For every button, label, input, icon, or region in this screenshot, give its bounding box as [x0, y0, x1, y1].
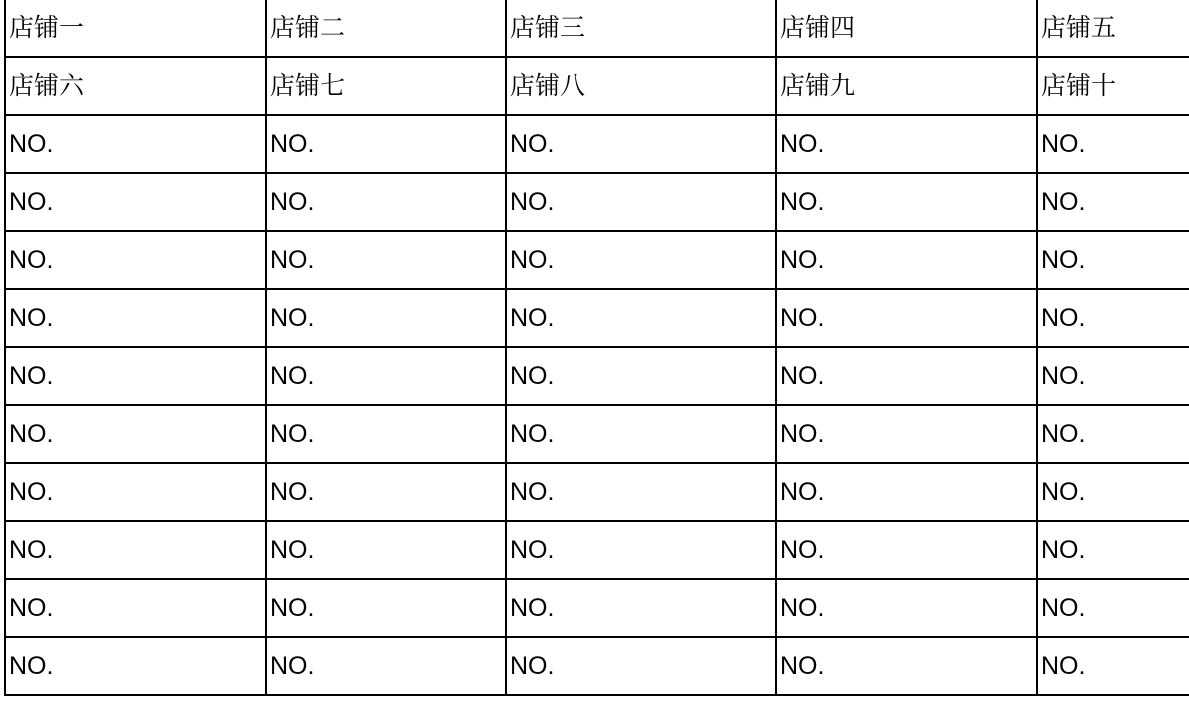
header-cell: 店铺十 — [1037, 57, 1189, 115]
table-cell: NO. — [506, 289, 776, 347]
table-cell: NO. — [1037, 579, 1189, 637]
table-cell: NO. — [5, 463, 266, 521]
header-cell: 店铺九 — [776, 57, 1037, 115]
table-row — [5, 173, 1189, 231]
table-cell: NO. — [776, 231, 1037, 289]
table-cell: NO. — [266, 347, 506, 405]
table-row — [5, 521, 1189, 579]
table-cell: NO. — [266, 637, 506, 695]
table-cell: NO. — [776, 579, 1037, 637]
table-cell: NO. — [776, 289, 1037, 347]
table-cell: NO. — [776, 637, 1037, 695]
table-cell: NO. — [266, 579, 506, 637]
table-cell: NO. — [1037, 521, 1189, 579]
table-cell: NO. — [266, 521, 506, 579]
header-cell: 店铺三 — [506, 0, 776, 57]
header-cell: 店铺一 — [5, 0, 266, 57]
table-cell: NO. — [506, 637, 776, 695]
header-cell: 店铺七 — [266, 57, 506, 115]
table-cell: NO. — [1037, 405, 1189, 463]
table-cell: NO. — [506, 115, 776, 173]
table-row — [5, 115, 1189, 173]
table-cell: NO. — [5, 115, 266, 173]
table-cell: NO. — [506, 405, 776, 463]
table-cell: NO. — [776, 463, 1037, 521]
header-cell: 店铺八 — [506, 57, 776, 115]
table-cell: NO. — [776, 347, 1037, 405]
store-table — [4, 0, 1189, 696]
table-cell: NO. — [506, 521, 776, 579]
table-cell: NO. — [5, 405, 266, 463]
table-cell: NO. — [1037, 347, 1189, 405]
header-cell: 店铺五 — [1037, 0, 1189, 57]
table-cell: NO. — [266, 405, 506, 463]
table-cell: NO. — [1037, 115, 1189, 173]
table-cell: NO. — [776, 173, 1037, 231]
table-row — [5, 637, 1189, 695]
table-cell: NO. — [5, 521, 266, 579]
table-cell: NO. — [266, 289, 506, 347]
header-row — [5, 0, 1189, 57]
table-cell: NO. — [776, 115, 1037, 173]
table-cell: NO. — [5, 289, 266, 347]
table-cell: NO. — [506, 347, 776, 405]
table-cell: NO. — [5, 173, 266, 231]
table-row — [5, 231, 1189, 289]
store-table-body — [5, 0, 1189, 695]
table-row — [5, 579, 1189, 637]
table-cell: NO. — [776, 521, 1037, 579]
table-cell: NO. — [266, 115, 506, 173]
header-cell: 店铺四 — [776, 0, 1037, 57]
table-cell: NO. — [1037, 231, 1189, 289]
table-cell: NO. — [776, 405, 1037, 463]
table-cell: NO. — [266, 231, 506, 289]
table-row — [5, 463, 1189, 521]
table-cell: NO. — [1037, 463, 1189, 521]
table-cell: NO. — [506, 463, 776, 521]
table-cell: NO. — [5, 231, 266, 289]
table-cell: NO. — [1037, 173, 1189, 231]
table-cell: NO. — [1037, 289, 1189, 347]
table-cell: NO. — [1037, 637, 1189, 695]
table-cell: NO. — [5, 347, 266, 405]
header-row — [5, 57, 1189, 115]
table-cell: NO. — [506, 173, 776, 231]
table-cell: NO. — [5, 637, 266, 695]
table-cell: NO. — [5, 579, 266, 637]
table-cell: NO. — [506, 579, 776, 637]
table-cell: NO. — [266, 463, 506, 521]
header-cell: 店铺二 — [266, 0, 506, 57]
table-row — [5, 347, 1189, 405]
table-row — [5, 289, 1189, 347]
header-cell: 店铺六 — [5, 57, 266, 115]
table-row — [5, 405, 1189, 463]
table-cell: NO. — [506, 231, 776, 289]
table-cell: NO. — [266, 173, 506, 231]
